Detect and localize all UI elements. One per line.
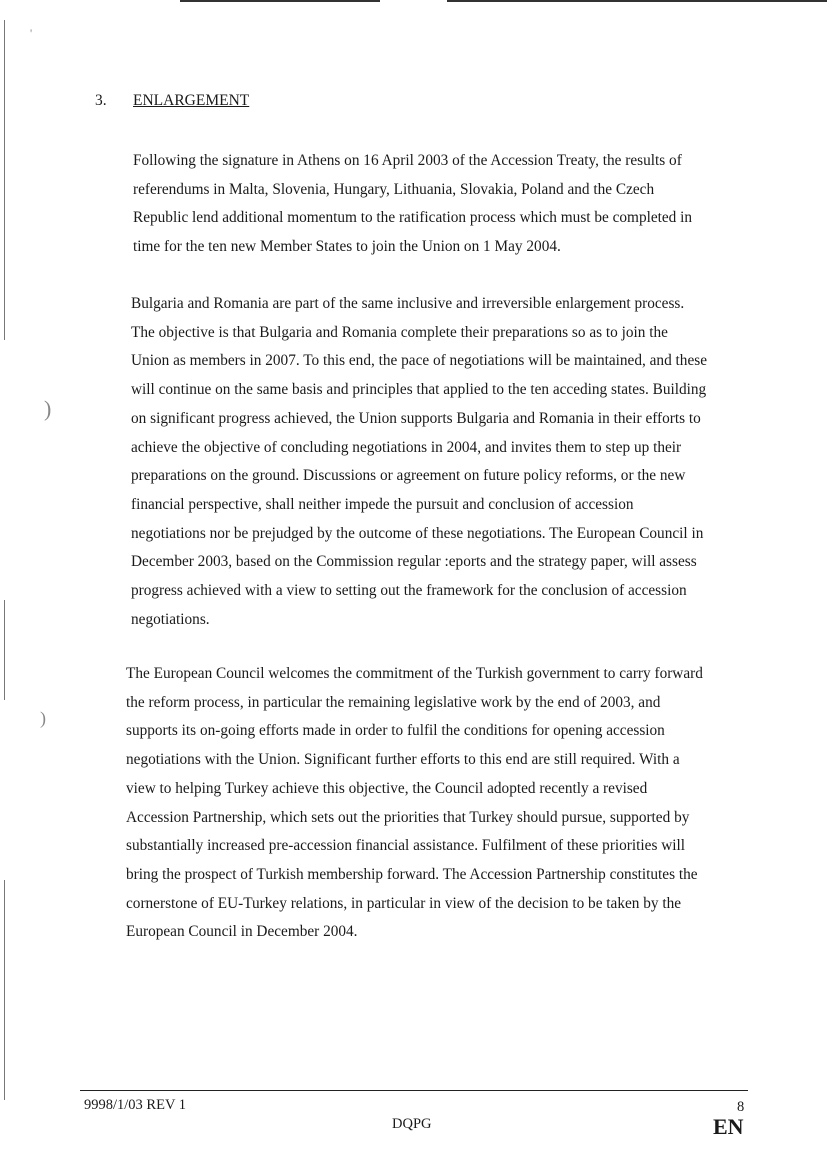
paragraph-line: bring the prospect of Turkish membership forward. The Accession Partnership constitutes the [126,865,698,883]
scan-mark: ' [30,26,33,40]
paragraph-line: negotiations. [131,610,210,628]
paragraph-line: time for the ten new Member States to join the Union on 1 May 2004. [133,238,561,256]
paragraph-line: Accession Partnership, which sets out the priorities that Turkey should pursue, supported by [126,808,690,826]
paragraph-line: will continue on the same basis and principles that applied to the ten acceding states. Building [131,381,707,399]
paragraph-line: European Council in December 2004. [126,923,358,941]
footer-divider [80,1090,748,1091]
department-code: DQPG [392,1116,432,1132]
paragraph [133,147,692,262]
paragraph-line: Union as members in 2007. To this end, the pace of negotiations will be maintained, and these [131,352,707,370]
scan-left-edge [4,20,5,340]
paragraph-line: Republic lend additional momentum to the ratification process which must be completed in [133,209,693,227]
paragraph-line: The European Council welcomes the commitment of the Turkish government to carry forward [126,665,703,682]
paragraph-line: Bulgaria and Romania are part of the same inclusive and irreversible enlargement process. [131,295,685,312]
paragraph-line: substantially increased pre-accession financial assistance. Fulfilment of these priorities will [126,837,686,855]
scan-top-line [180,0,380,2]
paragraph-line: view to helping Turkey achieve this objective, the Council adopted recently a revised [126,779,648,797]
scan-mark: ) [44,396,52,421]
paragraph-line: preparations on the ground. Discussions or agreement on future policy reforms, or the new [131,467,686,485]
paragraph-line: the reform process, in particular the remaining legislative work by the end of 2003, and [126,693,661,711]
paragraph-line: progress achieved with a view to setting out the framework for the conclusion of accession [131,582,687,600]
scan-left-edge [4,880,5,1100]
paragraph-line: achieve the objective of concluding negotiations in 2004, and invites them to step up their [131,438,682,456]
paragraph-line: Following the signature in Athens on 16 April 2003 of the Accession Treaty, the results of [133,152,682,169]
paragraph-line: cornerstone of EU-Turkey relations, in particular in view of the decision to be taken by the [126,894,682,912]
paragraph [126,660,703,947]
paragraph-line: on significant progress achieved, the Union supports Bulgaria and Romania in their efforts to [131,409,701,427]
paragraph-line: supports its on-going efforts made in order to fulfil the conditions for opening accession [126,722,665,740]
paragraph-line: December 2003, based on the Commission regular :eports and the strategy paper, will assess [131,553,697,571]
language-code: EN [713,1114,744,1139]
scan-top-line [447,0,827,2]
paragraph-line: negotiations nor be prejudged by the outcome of these negotiations. The European Council in [131,524,704,542]
paragraph-line: negotiations with the Union. Significant further efforts to this end are still required. With a [126,751,680,769]
paragraph [131,290,707,634]
section-number: 3. [95,92,107,109]
paragraph-line: financial perspective, shall neither impede the pursuit and conclusion of accession [131,495,634,513]
paragraph-line: referendums in Malta, Slovenia, Hungary, Lithuania, Slovakia, Poland and the Czech [133,180,655,198]
document-reference: 9998/1/03 REV 1 [84,1097,187,1113]
paragraph-line: The objective is that Bulgaria and Romania complete their preparations so as to join the [131,323,668,341]
section-title: ENLARGEMENT [133,92,250,109]
page-number: 8 [737,1099,745,1115]
scan-mark: ) [40,708,46,728]
scan-left-edge [4,600,5,700]
